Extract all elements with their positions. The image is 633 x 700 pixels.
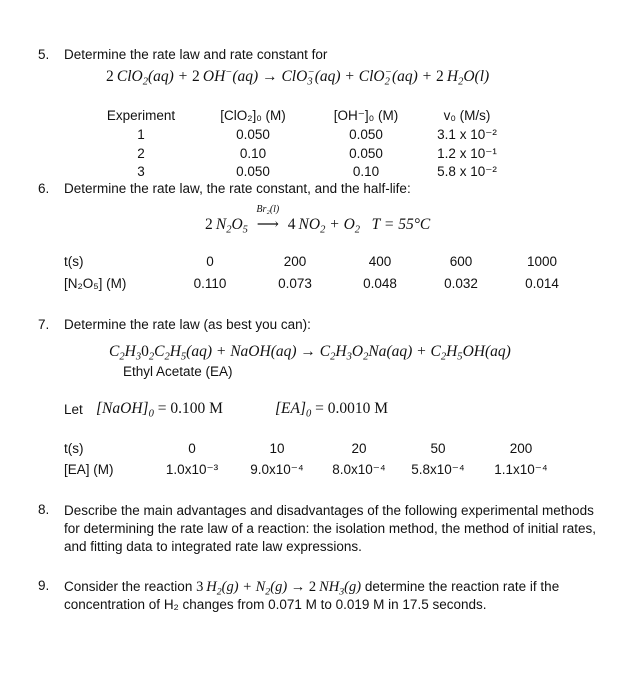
q8-number: 8. xyxy=(38,502,50,517)
q6-number: 6. xyxy=(38,181,50,196)
q6-time-4: 1000 xyxy=(526,254,558,269)
q5-row3-exp: 3 xyxy=(137,164,145,179)
q7-number: 7. xyxy=(38,317,50,332)
q5-row1-v: 3.1 x 10⁻² xyxy=(437,127,497,142)
q5-row3-oh: 0.10 xyxy=(352,164,380,179)
q5-row2-v: 1.2 x 10⁻¹ xyxy=(437,146,497,161)
q7-conc-2: 8.0x10⁻⁴ xyxy=(332,462,386,477)
q7-naoh-initial: $[NaOH]_0 = 0.100$ M xyxy=(96,400,223,420)
q7-conc-label: [EA] (M) xyxy=(64,462,114,477)
q9-text xyxy=(64,578,614,614)
q5-header-oh: [OH⁻]₀ (M) xyxy=(333,108,399,123)
q7-time-label: t(s) xyxy=(64,441,84,456)
q5-number: 5. xyxy=(38,47,50,62)
q7-prompt: Determine the rate law (as best you can): xyxy=(64,317,311,332)
q6-reaction-arrow: Br₂(l) ⟶ xyxy=(252,215,284,234)
q7-conc-0: 1.0x10⁻³ xyxy=(165,462,219,477)
q7-time-2: 20 xyxy=(351,441,367,456)
q5-row1-clo2: 0.050 xyxy=(236,127,270,142)
q5-row2-exp: 2 xyxy=(137,146,145,161)
q5-row1-exp: 1 xyxy=(137,127,145,142)
q6-catalyst: Br₂(l) xyxy=(256,204,280,215)
q6-conc-2: 0.048 xyxy=(363,276,397,291)
q5-equation: 2 ClO$_2$(aq) + 2 OH−(aq) → ClO$_3$−(aq) + ClO$_2$−(aq) + 2 $H_2O(l)$ xyxy=(106,67,490,88)
q6-prompt: Determine the rate law, the rate constant, and the half-life: xyxy=(64,181,411,196)
q6-time-2: 400 xyxy=(368,254,392,269)
q7-naoh-value: = 0.100 M xyxy=(157,400,223,417)
q7-time-1: 10 xyxy=(269,441,285,456)
q7-let-label: Let xyxy=(64,402,83,417)
q6-conc-0: 0.110 xyxy=(193,276,227,291)
q5-prompt: Determine the rate law and rate constant for xyxy=(64,47,328,62)
q7-ea-initial: $[EA]_0 = 0.0010$ M xyxy=(275,400,389,420)
q9-equation: 3 $H_2(g) + N_2(g) \to 2$ $NH_3(g)$ xyxy=(196,579,362,598)
q9-text-before: Consider the reaction xyxy=(64,579,193,594)
q6-conc-4: 0.014 xyxy=(525,276,559,291)
q6-equation: 2 $N_2O_5$ Br₂(l) ⟶ 4 $NO_2 + O_2$ T = 55°C xyxy=(205,204,431,236)
q7-conc-4: 1.1x10⁻⁴ xyxy=(494,462,548,477)
q9-number: 9. xyxy=(38,578,50,593)
q6-time-1: 200 xyxy=(283,254,307,269)
q5-row2-oh: 0.050 xyxy=(349,146,383,161)
q7-time-0: 0 xyxy=(188,441,196,456)
q9-text-after: determine the reaction rate if the concentration of H₂ changes from 0.071 M to 0.019 M in 17.5 seconds. xyxy=(64,579,560,612)
q7-ea-name: Ethyl Acetate (EA) xyxy=(123,364,233,379)
q5-header-v0: v₀ (M/s) xyxy=(443,108,491,123)
q6-conc-3: 0.032 xyxy=(444,276,478,291)
q5-row1-oh: 0.050 xyxy=(349,127,383,142)
q6-time-label: t(s) xyxy=(64,254,84,269)
q5-row3-v: 5.8 x 10⁻² xyxy=(437,164,497,179)
q6-time-0: 0 xyxy=(206,254,214,269)
q5-header-experiment: Experiment xyxy=(106,108,176,123)
q5-row3-clo2: 0.050 xyxy=(236,164,270,179)
q6-conc-1: 0.073 xyxy=(278,276,312,291)
q5-header-clo2: [ClO₂]₀ (M) xyxy=(220,108,286,123)
q7-conc-3: 5.8x10⁻⁴ xyxy=(411,462,465,477)
q7-time-3: 50 xyxy=(430,441,446,456)
q5-row2-clo2: 0.10 xyxy=(239,146,267,161)
q8-text: Describe the main advantages and disadvantages of the following experimental methods for determining the rate law of a reaction: the isolation method, the method of initial rates, and fitting data to integrated rate law expressions. xyxy=(64,503,597,554)
q6-temperature: T = 55°C xyxy=(371,216,431,233)
q7-time-4: 200 xyxy=(509,441,533,456)
q7-conc-1: 9.0x10⁻⁴ xyxy=(250,462,304,477)
q7-ea-value: = 0.0010 M xyxy=(315,400,389,417)
q6-conc-label: [N₂O₅] (M) xyxy=(64,276,127,291)
q6-time-3: 600 xyxy=(449,254,473,269)
q7-equation: $C_2H_30_2C_2H_5(aq)$ + NaOH(aq) → $C_2H_3O_2Na(aq) + C_2H_5OH(aq)$ xyxy=(109,343,511,363)
